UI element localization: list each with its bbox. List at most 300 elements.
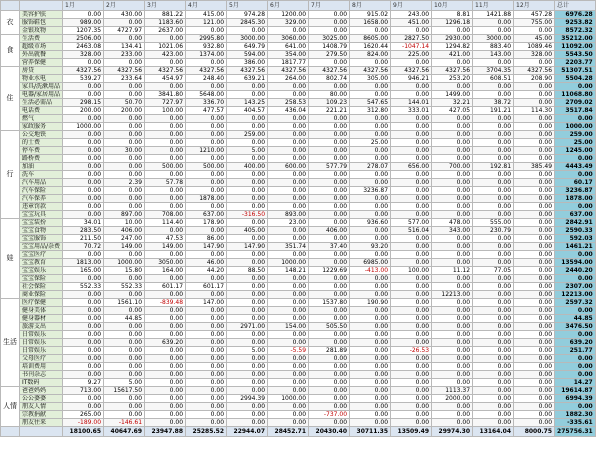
value-cell[interactable]: 191.21: [473, 107, 514, 115]
value-cell[interactable]: 230.79: [473, 227, 514, 235]
value-cell[interactable]: 0.00: [309, 139, 350, 147]
value-cell[interactable]: 0.00: [63, 139, 104, 147]
value-cell[interactable]: 1207.35: [63, 27, 104, 35]
value-cell[interactable]: 0.00: [227, 91, 268, 99]
value-cell[interactable]: 0.00: [391, 291, 432, 299]
value-cell[interactable]: 700.00: [432, 163, 473, 171]
value-cell[interactable]: 0.00: [391, 403, 432, 411]
value-cell[interactable]: 0.00: [350, 355, 391, 363]
value-cell[interactable]: 225.00: [391, 51, 432, 59]
value-cell[interactable]: 0.00: [268, 283, 309, 291]
value-cell[interactable]: 500.00: [145, 163, 186, 171]
value-cell[interactable]: 0.00: [350, 395, 391, 403]
value-cell[interactable]: 406.00: [309, 227, 350, 235]
value-cell[interactable]: 0.00: [514, 227, 555, 235]
value-cell[interactable]: 0.00: [268, 339, 309, 347]
value-cell[interactable]: 0.00: [432, 259, 473, 267]
value-cell[interactable]: 259.00: [227, 131, 268, 139]
value-cell[interactable]: 0.00: [104, 171, 145, 179]
item-label[interactable]: 宝宝医疗: [20, 251, 63, 259]
value-cell[interactable]: 454.97: [145, 75, 186, 83]
value-cell[interactable]: 253.20: [432, 75, 473, 83]
value-cell[interactable]: 2506.00: [63, 35, 104, 43]
value-cell[interactable]: 0.00: [432, 179, 473, 187]
row-total[interactable]: 0.00: [555, 403, 596, 411]
value-cell[interactable]: 0.00: [514, 195, 555, 203]
value-cell[interactable]: 1374.00: [186, 51, 227, 59]
value-cell[interactable]: 639.21: [227, 75, 268, 83]
value-cell[interactable]: 0.00: [514, 395, 555, 403]
value-cell[interactable]: 0.00: [309, 259, 350, 267]
value-cell[interactable]: 333.01: [391, 107, 432, 115]
value-cell[interactable]: 0.00: [268, 27, 309, 35]
row-total[interactable]: 0.00: [555, 363, 596, 371]
value-cell[interactable]: 0.00: [514, 371, 555, 379]
value-cell[interactable]: 0.00: [63, 251, 104, 259]
value-cell[interactable]: 233.00: [104, 51, 145, 59]
value-cell[interactable]: 134.41: [104, 43, 145, 51]
value-cell[interactable]: 0.00: [473, 171, 514, 179]
row-total[interactable]: 6994.39: [555, 395, 596, 403]
value-cell[interactable]: 0.00: [145, 251, 186, 259]
value-cell[interactable]: 0.00: [227, 187, 268, 195]
item-label[interactable]: 宗教捐献: [20, 411, 63, 419]
value-cell[interactable]: 0.00: [391, 203, 432, 211]
item-label[interactable]: 停车费: [20, 147, 63, 155]
item-label[interactable]: 公交地铁: [20, 131, 63, 139]
value-cell[interactable]: 0.00: [268, 275, 309, 283]
value-cell[interactable]: 0.00: [186, 387, 227, 395]
item-label[interactable]: 书刊杂志: [20, 371, 63, 379]
row-total[interactable]: 11092.00: [555, 43, 596, 51]
value-cell[interactable]: 0.00: [514, 179, 555, 187]
value-cell[interactable]: 0.00: [227, 363, 268, 371]
row-total[interactable]: 0.00: [555, 203, 596, 211]
month-header[interactable]: 3月: [145, 1, 186, 11]
value-cell[interactable]: 0.00: [227, 387, 268, 395]
value-cell[interactable]: 0.00: [268, 203, 309, 211]
value-cell[interactable]: 0.00: [514, 219, 555, 227]
value-cell[interactable]: 143.25: [227, 99, 268, 107]
value-cell[interactable]: 427.05: [432, 107, 473, 115]
value-cell[interactable]: 0.00: [514, 91, 555, 99]
value-cell[interactable]: 0.00: [186, 227, 227, 235]
value-cell[interactable]: 0.00: [104, 411, 145, 419]
value-cell[interactable]: 0.00: [514, 315, 555, 323]
value-cell[interactable]: 0.00: [227, 259, 268, 267]
value-cell[interactable]: 12213.00: [432, 291, 473, 299]
value-cell[interactable]: 208.90: [514, 75, 555, 83]
value-cell[interactable]: 0.00: [514, 283, 555, 291]
value-cell[interactable]: 0.00: [432, 307, 473, 315]
value-cell[interactable]: 0.00: [227, 411, 268, 419]
value-cell[interactable]: 0.00: [104, 371, 145, 379]
item-label[interactable]: 社会保险: [20, 283, 63, 291]
value-cell[interactable]: 0.00: [391, 211, 432, 219]
item-label[interactable]: 爸爸妈妈: [20, 387, 63, 395]
value-cell[interactable]: 0.00: [350, 371, 391, 379]
value-cell[interactable]: 0.00: [63, 291, 104, 299]
item-label[interactable]: 宝宝娱乐: [20, 267, 63, 275]
value-cell[interactable]: 0.00: [63, 403, 104, 411]
value-cell[interactable]: 0.00: [104, 155, 145, 163]
value-cell[interactable]: 577.00: [391, 219, 432, 227]
value-cell[interactable]: 0.00: [473, 243, 514, 251]
row-total[interactable]: 1245.00: [555, 147, 596, 155]
value-cell[interactable]: 4327.56: [104, 67, 145, 75]
row-total[interactable]: 2307.00: [555, 283, 596, 291]
item-label[interactable]: 超级市场: [20, 43, 63, 51]
value-cell[interactable]: 4727.97: [104, 27, 145, 35]
value-cell[interactable]: 114.40: [145, 219, 186, 227]
value-cell[interactable]: 0.00: [145, 203, 186, 211]
value-cell[interactable]: 0.00: [63, 131, 104, 139]
value-cell[interactable]: 0.00: [145, 371, 186, 379]
value-cell[interactable]: 0.00: [145, 147, 186, 155]
item-label[interactable]: 家政服务: [20, 123, 63, 131]
value-cell[interactable]: 0.00: [473, 299, 514, 307]
value-cell[interactable]: 154.00: [268, 323, 309, 331]
value-cell[interactable]: 0.00: [186, 347, 227, 355]
value-cell[interactable]: 0.00: [227, 195, 268, 203]
value-cell[interactable]: 0.00: [145, 275, 186, 283]
value-cell[interactable]: 0.00: [186, 139, 227, 147]
value-cell[interactable]: 577.79: [309, 163, 350, 171]
value-cell[interactable]: 897.00: [104, 211, 145, 219]
value-cell[interactable]: 601.17: [186, 283, 227, 291]
item-label[interactable]: 宝宝服饰: [20, 235, 63, 243]
value-cell[interactable]: 0.00: [391, 411, 432, 419]
value-cell[interactable]: 0.00: [473, 155, 514, 163]
value-cell[interactable]: 0.00: [268, 91, 309, 99]
value-cell[interactable]: 1183.60: [145, 19, 186, 27]
value-cell[interactable]: 200.00: [104, 107, 145, 115]
value-cell[interactable]: 1296.18: [432, 19, 473, 27]
value-cell[interactable]: 47.53: [145, 235, 186, 243]
value-cell[interactable]: 0.00: [514, 115, 555, 123]
value-cell[interactable]: 0.00: [145, 395, 186, 403]
value-cell[interactable]: 708.00: [145, 211, 186, 219]
row-total[interactable]: 3517.84: [555, 107, 596, 115]
month-header[interactable]: 9月: [391, 1, 432, 11]
value-cell[interactable]: 0.00: [473, 387, 514, 395]
value-cell[interactable]: 0.00: [391, 59, 432, 67]
value-cell[interactable]: 0.00: [63, 195, 104, 203]
value-cell[interactable]: 247.00: [104, 235, 145, 243]
value-cell[interactable]: 100.00: [391, 267, 432, 275]
value-cell[interactable]: 0.00: [63, 163, 104, 171]
sum-cell[interactable]: 30711.35: [350, 427, 391, 437]
row-total[interactable]: -335.61: [555, 419, 596, 427]
item-label[interactable]: 美容护肤: [20, 11, 63, 19]
value-cell[interactable]: 0.00: [309, 387, 350, 395]
value-cell[interactable]: 1000.00: [104, 259, 145, 267]
value-cell[interactable]: 4327.56: [391, 67, 432, 75]
value-cell[interactable]: 0.00: [104, 347, 145, 355]
value-cell[interactable]: 0.00: [104, 275, 145, 283]
value-cell[interactable]: 264.00: [268, 75, 309, 83]
value-cell[interactable]: 0.00: [268, 411, 309, 419]
value-cell[interactable]: 0.00: [145, 171, 186, 179]
value-cell[interactable]: 0.00: [309, 59, 350, 67]
value-cell[interactable]: 0.00: [514, 59, 555, 67]
value-cell[interactable]: 0.00: [514, 419, 555, 427]
value-cell[interactable]: 0.00: [227, 307, 268, 315]
value-cell[interactable]: 0.00: [309, 283, 350, 291]
value-cell[interactable]: 0.00: [268, 155, 309, 163]
value-cell[interactable]: 0.00: [350, 387, 391, 395]
value-cell[interactable]: 44.20: [186, 267, 227, 275]
value-cell[interactable]: 148.21: [268, 267, 309, 275]
value-cell[interactable]: 0.00: [104, 323, 145, 331]
value-cell[interactable]: 0.00: [432, 379, 473, 387]
value-cell[interactable]: 727.97: [145, 99, 186, 107]
value-cell[interactable]: 0.00: [186, 59, 227, 67]
value-cell[interactable]: 436.04: [268, 107, 309, 115]
value-cell[interactable]: 0.00: [432, 187, 473, 195]
grand-total[interactable]: 275756.31: [555, 427, 596, 437]
item-label[interactable]: 宝宝用品/杂费: [20, 243, 63, 251]
value-cell[interactable]: 0.00: [432, 323, 473, 331]
value-cell[interactable]: 0.00: [432, 243, 473, 251]
value-cell[interactable]: 1000.00: [268, 395, 309, 403]
item-label[interactable]: 汽车用品: [20, 179, 63, 187]
item-label[interactable]: 宝宝食物: [20, 227, 63, 235]
value-cell[interactable]: 505.50: [309, 323, 350, 331]
value-cell[interactable]: 354.00: [268, 51, 309, 59]
value-cell[interactable]: 1878.00: [186, 195, 227, 203]
value-cell[interactable]: 1499.00: [432, 91, 473, 99]
value-cell[interactable]: 0.00: [104, 123, 145, 131]
value-cell[interactable]: 3236.87: [350, 187, 391, 195]
value-cell[interactable]: 0.00: [227, 371, 268, 379]
value-cell[interactable]: 0.00: [391, 83, 432, 91]
value-cell[interactable]: 0.00: [391, 331, 432, 339]
value-cell[interactable]: 0.00: [227, 83, 268, 91]
value-cell[interactable]: 0.00: [227, 379, 268, 387]
value-cell[interactable]: 0.00: [227, 291, 268, 299]
value-cell[interactable]: 144.01: [391, 99, 432, 107]
value-cell[interactable]: 0.00: [309, 131, 350, 139]
value-cell[interactable]: 0.00: [268, 371, 309, 379]
value-cell[interactable]: 0.00: [186, 203, 227, 211]
row-total[interactable]: 12213.00: [555, 291, 596, 299]
value-cell[interactable]: 336.70: [186, 99, 227, 107]
value-cell[interactable]: 0.00: [391, 355, 432, 363]
value-cell[interactable]: 0.00: [309, 27, 350, 35]
value-cell[interactable]: 639.20: [145, 339, 186, 347]
value-cell[interactable]: 405.00: [227, 227, 268, 235]
value-cell[interactable]: 0.00: [473, 363, 514, 371]
value-cell[interactable]: 0.00: [473, 195, 514, 203]
value-cell[interactable]: 2845.30: [227, 19, 268, 27]
value-cell[interactable]: 0.00: [63, 91, 104, 99]
value-cell[interactable]: 121.00: [186, 19, 227, 27]
value-cell[interactable]: 0.00: [309, 11, 350, 19]
value-cell[interactable]: 0.00: [350, 171, 391, 179]
value-cell[interactable]: 1537.80: [309, 299, 350, 307]
value-cell[interactable]: 0.00: [186, 27, 227, 35]
value-cell[interactable]: 0.00: [473, 83, 514, 91]
item-label[interactable]: 的士费: [20, 139, 63, 147]
value-cell[interactable]: 3025.00: [309, 35, 350, 43]
value-cell[interactable]: 0.00: [514, 267, 555, 275]
value-cell[interactable]: 0.00: [227, 403, 268, 411]
value-cell[interactable]: 0.00: [432, 283, 473, 291]
value-cell[interactable]: 0.00: [514, 275, 555, 283]
value-cell[interactable]: 165.00: [63, 267, 104, 275]
value-cell[interactable]: 547.65: [350, 99, 391, 107]
value-cell[interactable]: 4327.56: [432, 67, 473, 75]
value-cell[interactable]: 0.00: [186, 363, 227, 371]
value-cell[interactable]: 0.00: [514, 27, 555, 35]
value-cell[interactable]: 0.00: [268, 227, 309, 235]
value-cell[interactable]: 0.00: [391, 27, 432, 35]
value-cell[interactable]: 0.00: [63, 171, 104, 179]
value-cell[interactable]: 0.00: [473, 411, 514, 419]
value-cell[interactable]: 0.00: [473, 211, 514, 219]
value-cell[interactable]: 0.00: [391, 363, 432, 371]
row-total[interactable]: 25.00: [555, 139, 596, 147]
item-label[interactable]: 电话费: [20, 107, 63, 115]
value-cell[interactable]: 0.00: [309, 195, 350, 203]
value-cell[interactable]: 0.00: [432, 331, 473, 339]
value-cell[interactable]: 0.00: [145, 411, 186, 419]
value-cell[interactable]: 0.00: [350, 155, 391, 163]
value-cell[interactable]: 0.00: [309, 219, 350, 227]
value-cell[interactable]: 0.00: [391, 123, 432, 131]
value-cell[interactable]: 32.21: [432, 99, 473, 107]
item-label[interactable]: 健身器材: [20, 315, 63, 323]
month-header[interactable]: 5月: [227, 1, 268, 11]
value-cell[interactable]: 0.00: [145, 35, 186, 43]
sum-cell[interactable]: 8000.75: [514, 427, 555, 437]
value-cell[interactable]: 0.00: [473, 147, 514, 155]
value-cell[interactable]: 0.00: [63, 203, 104, 211]
value-cell[interactable]: 0.00: [63, 59, 104, 67]
item-label[interactable]: 汽车保险: [20, 187, 63, 195]
row-total[interactable]: 35212.00: [555, 35, 596, 43]
value-cell[interactable]: 552.33: [104, 283, 145, 291]
value-cell[interactable]: 0.00: [227, 203, 268, 211]
value-cell[interactable]: 0.00: [350, 283, 391, 291]
value-cell[interactable]: 77.05: [473, 267, 514, 275]
row-total[interactable]: 1000.00: [555, 123, 596, 131]
value-cell[interactable]: 200.00: [63, 107, 104, 115]
value-cell[interactable]: 0.00: [350, 123, 391, 131]
value-cell[interactable]: 0.00: [186, 291, 227, 299]
value-cell[interactable]: 0.00: [268, 379, 309, 387]
value-cell[interactable]: 0.00: [473, 379, 514, 387]
value-cell[interactable]: 415.00: [186, 11, 227, 19]
value-cell[interactable]: 0.00: [63, 179, 104, 187]
value-cell[interactable]: 0.00: [350, 59, 391, 67]
value-cell[interactable]: 0.00: [432, 59, 473, 67]
value-cell[interactable]: -26.53: [391, 347, 432, 355]
value-cell[interactable]: 45.00: [514, 35, 555, 43]
row-total[interactable]: 19614.87: [555, 387, 596, 395]
value-cell[interactable]: 0.00: [391, 155, 432, 163]
row-total[interactable]: 0.00: [555, 171, 596, 179]
value-cell[interactable]: 608.51: [473, 75, 514, 83]
value-cell[interactable]: -413.00: [350, 267, 391, 275]
value-cell[interactable]: 38.72: [473, 99, 514, 107]
value-cell[interactable]: 0.00: [145, 227, 186, 235]
value-cell[interactable]: 0.00: [309, 395, 350, 403]
value-cell[interactable]: 0.00: [145, 115, 186, 123]
value-cell[interactable]: 0.00: [391, 339, 432, 347]
value-cell[interactable]: 147.90: [186, 243, 227, 251]
value-cell[interactable]: 178.90: [186, 219, 227, 227]
row-total[interactable]: 3476.50: [555, 323, 596, 331]
value-cell[interactable]: 1210.00: [186, 147, 227, 155]
value-cell[interactable]: 0.00: [63, 147, 104, 155]
value-cell[interactable]: 0.00: [145, 139, 186, 147]
value-cell[interactable]: 0.00: [432, 203, 473, 211]
value-cell[interactable]: 0.00: [391, 315, 432, 323]
value-cell[interactable]: 0.00: [473, 27, 514, 35]
value-cell[interactable]: 351.74: [268, 243, 309, 251]
value-cell[interactable]: 0.00: [309, 235, 350, 243]
value-cell[interactable]: 555.00: [473, 219, 514, 227]
item-label[interactable]: 日常娱乐: [20, 331, 63, 339]
value-cell[interactable]: 3050.00: [145, 259, 186, 267]
value-cell[interactable]: 50.70: [104, 99, 145, 107]
value-cell[interactable]: 0.00: [432, 195, 473, 203]
value-cell[interactable]: 0.00: [186, 251, 227, 259]
value-cell[interactable]: 192.81: [473, 163, 514, 171]
value-cell[interactable]: 0.00: [309, 83, 350, 91]
value-cell[interactable]: 0.00: [145, 331, 186, 339]
value-cell[interactable]: 0.00: [145, 123, 186, 131]
value-cell[interactable]: 0.00: [227, 139, 268, 147]
value-cell[interactable]: 0.00: [432, 147, 473, 155]
value-cell[interactable]: 0.00: [391, 147, 432, 155]
value-cell[interactable]: 0.00: [309, 331, 350, 339]
value-cell[interactable]: 1620.44: [350, 43, 391, 51]
value-cell[interactable]: 283.50: [63, 227, 104, 235]
value-cell[interactable]: 0.00: [309, 403, 350, 411]
value-cell[interactable]: 0.00: [391, 187, 432, 195]
value-cell[interactable]: 305.00: [350, 75, 391, 83]
value-cell[interactable]: 0.00: [350, 315, 391, 323]
item-label[interactable]: 日常娱乐: [20, 339, 63, 347]
value-cell[interactable]: 0.00: [391, 307, 432, 315]
value-cell[interactable]: 0.00: [391, 299, 432, 307]
value-cell[interactable]: 0.00: [514, 83, 555, 91]
value-cell[interactable]: 649.79: [227, 43, 268, 51]
value-cell[interactable]: 0.00: [63, 11, 104, 19]
value-cell[interactable]: 1021.06: [145, 43, 186, 51]
value-cell[interactable]: 0.00: [186, 171, 227, 179]
value-cell[interactable]: 0.00: [309, 203, 350, 211]
row-total[interactable]: 0.00: [555, 331, 596, 339]
value-cell[interactable]: 0.00: [63, 299, 104, 307]
value-cell[interactable]: 0.00: [227, 331, 268, 339]
row-total[interactable]: 60.17: [555, 179, 596, 187]
value-cell[interactable]: 0.00: [309, 187, 350, 195]
value-cell[interactable]: 1658.00: [350, 19, 391, 27]
value-cell[interactable]: 0.00: [391, 371, 432, 379]
value-cell[interactable]: 989.00: [63, 19, 104, 27]
value-cell[interactable]: 0.00: [63, 323, 104, 331]
value-cell[interactable]: 147.90: [227, 243, 268, 251]
value-cell[interactable]: 0.00: [145, 307, 186, 315]
value-cell[interactable]: 0.00: [350, 251, 391, 259]
value-cell[interactable]: 0.00: [227, 339, 268, 347]
value-cell[interactable]: 0.00: [63, 371, 104, 379]
value-cell[interactable]: 974.28: [227, 11, 268, 19]
